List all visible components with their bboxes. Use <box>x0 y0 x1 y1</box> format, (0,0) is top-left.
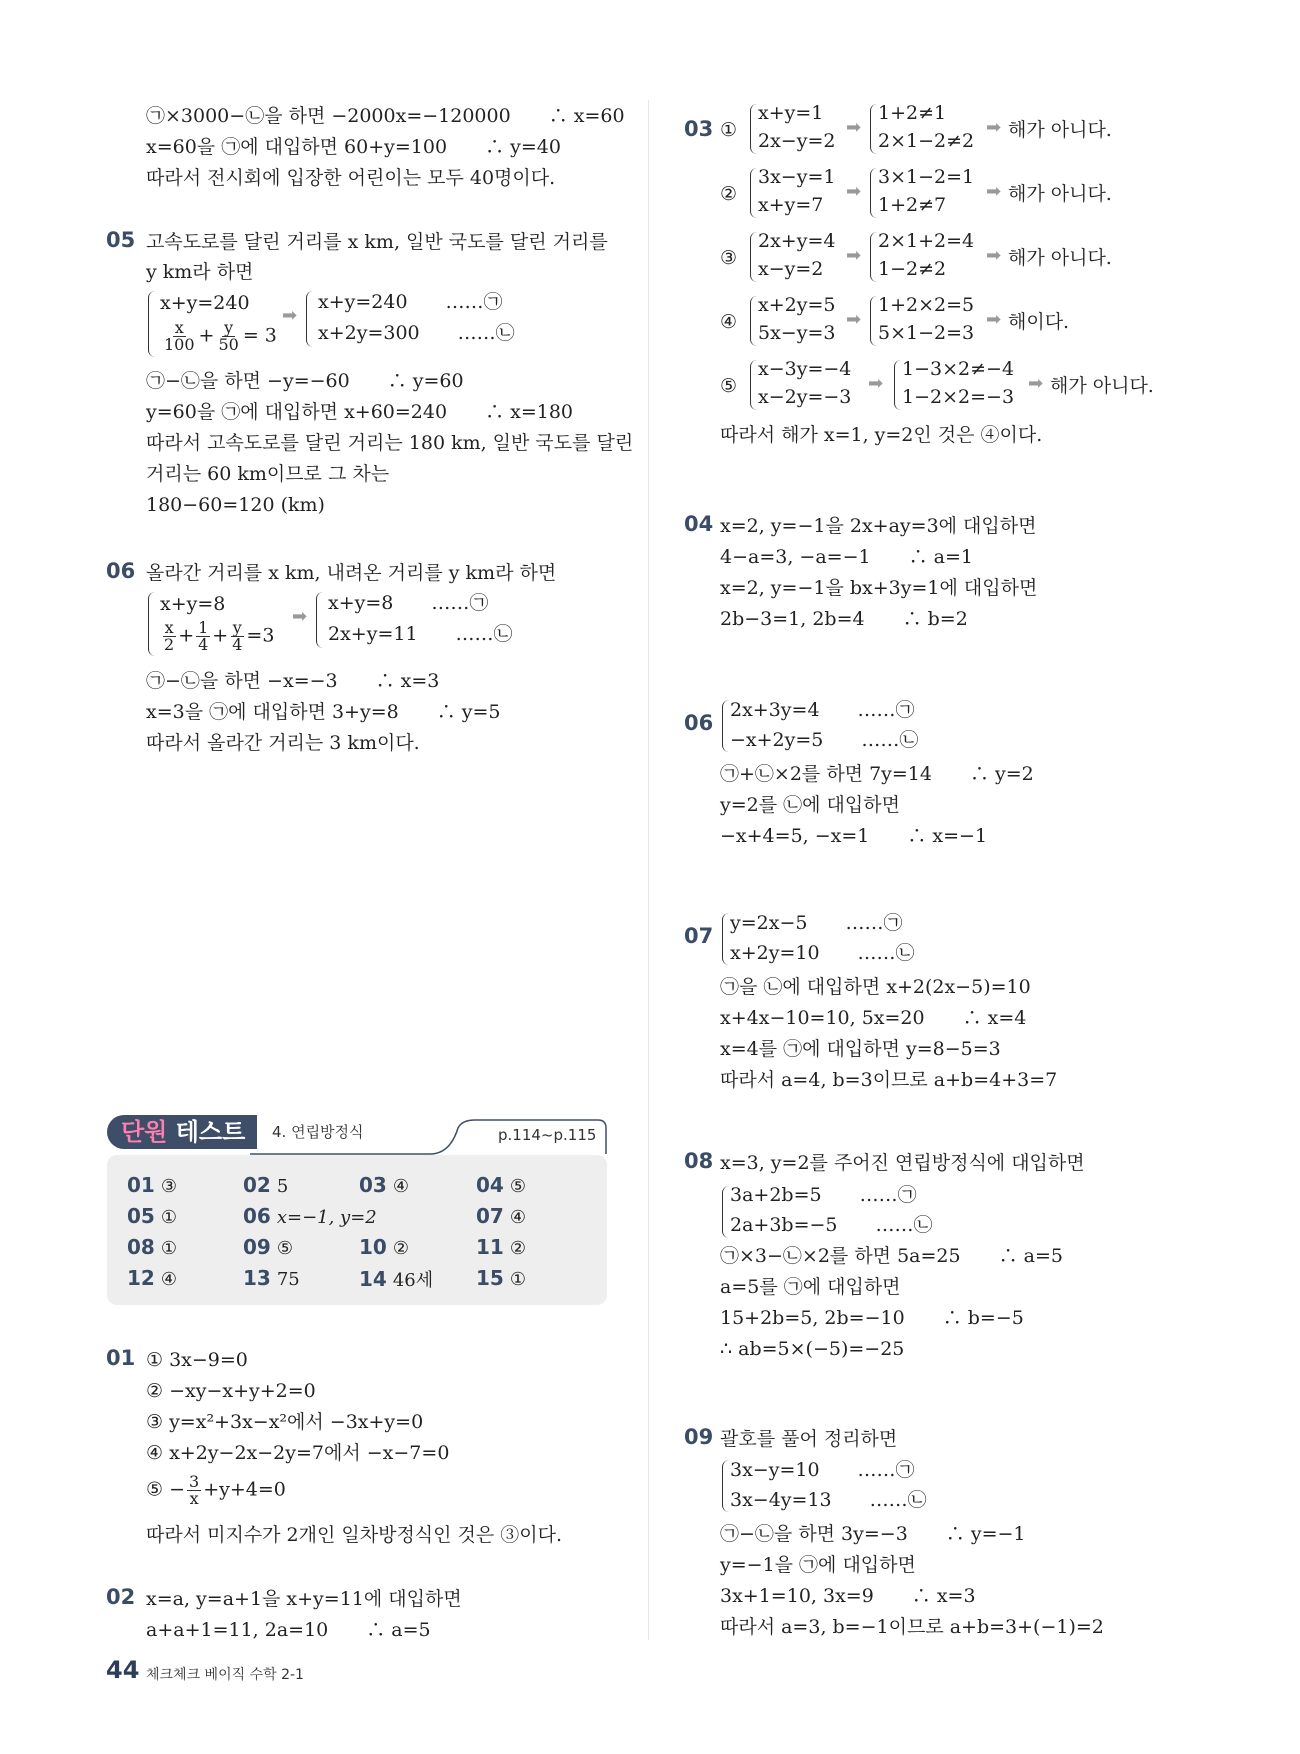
p08-line-1: x=3, y=2를 주어진 연립방정식에 대입하면 <box>720 1152 1085 1174</box>
p03-2-b2: 1+2≠7 <box>878 194 947 216</box>
answer-item: 07 ④ <box>476 1204 526 1228</box>
fraction: $\frac{x}{100}$ <box>164 318 195 354</box>
intro-line-3: 따라서 전시회에 입장한 어린이는 모두 40명이다. <box>146 167 556 189</box>
p08-line-2: ㉠×3−㉡×2를 하면 5a=25 ∴ a=5 <box>720 1245 1063 1267</box>
system-brace <box>870 232 877 282</box>
p03-3-a1: 2x+y=4 <box>758 230 836 252</box>
problem-number-07: 07 <box>684 924 714 948</box>
p09-line-1: 괄호를 풀어 정리하면 <box>720 1428 898 1450</box>
system-brace <box>750 104 757 154</box>
arrow-right-icon: ➡ <box>292 606 308 627</box>
arrow-right-icon: ➡ <box>986 181 1002 202</box>
choice-mark: ① <box>720 119 738 141</box>
p06-sys-a-2: $\frac{x}{2}$ + $\frac{1}{4}$ + $\frac{y}{4}$ =3 <box>164 618 275 654</box>
system-brace <box>306 291 313 347</box>
p03-4-b1: 1+2×2=5 <box>878 294 975 316</box>
p06-sys-a-1: x+y=8 <box>160 593 226 615</box>
system-brace <box>722 700 729 752</box>
p06-sys-1: 2x+3y=4 ……㉠ <box>730 699 915 721</box>
arrow-right-icon: ➡ <box>986 245 1002 266</box>
p03-2-result: 해가 아니다. <box>1008 183 1112 205</box>
p06-line-1: 올라간 거리를 x km, 내려온 거리를 y km라 하면 <box>146 562 557 584</box>
choice-mark: ④ <box>720 311 738 333</box>
unit-test-title: 단원 테스트 <box>121 1118 246 1146</box>
choice-mark: ⑤ <box>720 375 738 397</box>
system-brace <box>750 232 757 282</box>
problem-number-06: 06 <box>106 559 136 583</box>
p06-sys-b-1: x+y=8 ……㉠ <box>328 592 489 614</box>
p08-line-5: ∴ ab=5×(−5)=−25 <box>720 1338 905 1360</box>
p07-line-1: ㉠을 ㉡에 대입하면 x+2(2x−5)=10 <box>720 976 1031 998</box>
p06-line-3: −x+4=5, −x=1 ∴ x=−1 <box>720 825 988 847</box>
answer-item: 08 ① <box>127 1235 177 1259</box>
choice-mark: ② <box>720 183 738 205</box>
fraction: $\frac{1}{4}$ <box>198 618 209 654</box>
problem-number-02: 02 <box>106 1585 136 1609</box>
answer-item: 15 ① <box>476 1266 526 1290</box>
p05-sys-a-2: $\frac{x}{100}$ + $\frac{y}{50}$ = 3 <box>164 318 277 354</box>
p04-line-2: 4−a=3, −a=−1 ∴ a=1 <box>720 546 973 568</box>
fraction: $\frac{y}{50}$ <box>218 318 239 354</box>
p03-3-result: 해가 아니다. <box>1008 247 1112 269</box>
fraction: $\frac{3}{x}$ <box>189 1472 200 1508</box>
answer-item: 13 75 <box>243 1266 300 1290</box>
answer-item: 03 ④ <box>359 1173 409 1197</box>
answer-item: 01 ③ <box>127 1173 177 1197</box>
arrow-right-icon: ➡ <box>1028 373 1044 394</box>
p06-line-1: ㉠+㉡×2를 하면 7y=14 ∴ y=2 <box>720 763 1034 785</box>
problem-number-06: 06 <box>684 711 714 735</box>
problem-number-04: 04 <box>684 512 714 536</box>
page-number: 44 <box>106 1656 140 1684</box>
p05-line-5: 따라서 고속도로를 달린 거리는 180 km, 일반 국도를 달린 <box>146 432 634 454</box>
choice-mark: ③ <box>720 247 738 269</box>
p03-5-b2: 1−2×2=−3 <box>902 386 1015 408</box>
p05-line-2: y km라 하면 <box>146 261 254 283</box>
system-brace <box>870 168 877 218</box>
p06-sys-2: −x+2y=5 ……㉡ <box>730 729 919 751</box>
arrow-right-icon: ➡ <box>846 181 862 202</box>
p07-sys-1: y=2x−5 ……㉠ <box>730 912 903 934</box>
p03-4-result: 해이다. <box>1008 311 1070 333</box>
p03-3-b2: 1−2≠2 <box>878 258 947 280</box>
answer-item: 14 46세 <box>359 1267 434 1291</box>
system-brace <box>750 296 757 346</box>
p05-line-1: 고속도로를 달린 거리를 x km, 일반 국도를 달린 거리를 <box>146 231 608 253</box>
p06-line-2: y=2를 ㉡에 대입하면 <box>720 794 900 816</box>
intro-line-1: ㉠×3000−㉡을 하면 −2000x=−120000 ∴ x=60 <box>146 105 625 127</box>
p08-sys-2: 2a+3b=−5 ……㉡ <box>730 1214 933 1236</box>
p05-line-3: ㉠−㉡을 하면 −y=−60 ∴ y=60 <box>146 370 464 392</box>
unit-test-subtitle: 4. 연립방정식 <box>272 1123 364 1141</box>
system-brace <box>316 592 323 648</box>
p03-1-a1: x+y=1 <box>758 102 824 124</box>
p09-sys-2: 3x−4y=13 ……㉡ <box>730 1489 927 1511</box>
answer-box <box>107 1155 607 1305</box>
p05-sys-a-1: x+y=240 <box>160 292 250 314</box>
p03-4-a1: x+2y=5 <box>758 294 836 316</box>
p05-sys-b-2: x+2y=300 ……㉡ <box>318 322 515 344</box>
unit-test-pages: p.114~p.115 <box>498 1126 597 1144</box>
p07-line-4: 따라서 a=4, b=3이므로 a+b=4+3=7 <box>720 1069 1058 1091</box>
problem-number-08: 08 <box>684 1149 714 1173</box>
system-brace <box>870 296 877 346</box>
fraction: $\frac{y}{4}$ <box>232 618 243 654</box>
p01-line-5: ⑤ − $\frac{3}{x}$ +y+4=0 <box>146 1472 286 1508</box>
system-brace <box>722 1460 729 1512</box>
p03-2-a1: 3x−y=1 <box>758 166 836 188</box>
p01-line-6: 따라서 미지수가 2개인 일차방정식인 것은 ③이다. <box>146 1524 563 1546</box>
column-divider <box>648 100 649 1640</box>
answer-item: 02 5 <box>243 1173 289 1197</box>
system-brace <box>148 291 155 357</box>
p06-line-3: x=3을 ㉠에 대입하면 3+y=8 ∴ y=5 <box>146 701 501 723</box>
p04-line-1: x=2, y=−1을 2x+ay=3에 대입하면 <box>720 515 1037 537</box>
p03-5-a2: x−2y=−3 <box>758 386 852 408</box>
p03-4-b2: 5×1−2=3 <box>878 322 975 344</box>
p01-line-2: ② −xy−x+y+2=0 <box>146 1380 316 1402</box>
p03-5-b1: 1−3×2≠−4 <box>902 358 1015 380</box>
p03-3-a2: x−y=2 <box>758 258 824 280</box>
p01-line-3: ③ y=x²+3x−x²에서 −3x+y=0 <box>146 1411 424 1433</box>
system-brace <box>870 104 877 154</box>
p03-1-result: 해가 아니다. <box>1008 119 1112 141</box>
system-brace <box>148 592 155 656</box>
arrow-right-icon: ➡ <box>846 117 862 138</box>
p09-line-4: 3x+1=10, 3x=9 ∴ x=3 <box>720 1585 976 1607</box>
arrow-right-icon: ➡ <box>986 309 1002 330</box>
answer-item: 11 ② <box>476 1235 526 1259</box>
fraction: $\frac{x}{2}$ <box>164 618 175 654</box>
p03-last: 따라서 해가 x=1, y=2인 것은 ④이다. <box>720 424 1043 446</box>
p07-sys-2: x+2y=10 ……㉡ <box>730 942 915 964</box>
p03-2-b1: 3×1−2=1 <box>878 166 975 188</box>
answer-item: 10 ② <box>359 1235 409 1259</box>
p03-2-a2: x+y=7 <box>758 194 824 216</box>
arrow-right-icon: ➡ <box>846 309 862 330</box>
answer-item: 06 x=−1, y=2 <box>243 1204 377 1228</box>
answer-item: 09 ⑤ <box>243 1235 293 1259</box>
p09-sys-1: 3x−y=10 ……㉠ <box>730 1459 915 1481</box>
answer-item: 04 ⑤ <box>476 1173 526 1197</box>
p09-line-3: y=−1을 ㉠에 대입하면 <box>720 1554 916 1576</box>
arrow-right-icon: ➡ <box>986 117 1002 138</box>
p06-line-4: 따라서 올라간 거리는 3 km이다. <box>146 732 420 754</box>
p05-sys-b-1: x+y=240 ……㉠ <box>318 291 503 313</box>
book-title: 체크체크 베이직 수학 2-1 <box>146 1667 304 1683</box>
p06-line-2: ㉠−㉡을 하면 −x=−3 ∴ x=3 <box>146 670 440 692</box>
p05-line-6: 거리는 60 km이므로 그 차는 <box>146 463 390 485</box>
p04-line-3: x=2, y=−1을 bx+3y=1에 대입하면 <box>720 577 1038 599</box>
p08-line-3: a=5를 ㉠에 대입하면 <box>720 1276 901 1298</box>
problem-number-01: 01 <box>106 1346 136 1370</box>
p08-line-4: 15+2b=5, 2b=−10 ∴ b=−5 <box>720 1307 1024 1329</box>
p03-3-b1: 2×1+2=4 <box>878 230 975 252</box>
p01-line-1: ① 3x−9=0 <box>146 1349 248 1371</box>
p08-sys-1: 3a+2b=5 ……㉠ <box>730 1184 917 1206</box>
p03-4-a2: 5x−y=3 <box>758 322 836 344</box>
p05-line-4: y=60을 ㉠에 대입하면 x+60=240 ∴ x=180 <box>146 401 574 423</box>
arrow-right-icon: ➡ <box>282 305 298 326</box>
problem-number-09: 09 <box>684 1425 714 1449</box>
p03-1-a2: 2x−y=2 <box>758 130 836 152</box>
p04-line-4: 2b−3=1, 2b=4 ∴ b=2 <box>720 608 968 630</box>
intro-line-2: x=60을 ㉠에 대입하면 60+y=100 ∴ y=40 <box>146 136 561 158</box>
answer-item: 12 ④ <box>127 1266 177 1290</box>
p06-sys-b-2: 2x+y=11 ……㉡ <box>328 623 513 645</box>
system-brace <box>722 1186 729 1238</box>
p07-line-3: x=4를 ㉠에 대입하면 y=8−5=3 <box>720 1038 1001 1060</box>
problem-number-03: 03 <box>684 117 714 141</box>
system-brace <box>894 360 901 410</box>
p05-line-7: 180−60=120 (km) <box>146 494 325 516</box>
p07-line-2: x+4x−10=10, 5x=20 ∴ x=4 <box>720 1007 1027 1029</box>
answer-item: 05 ① <box>127 1204 177 1228</box>
p03-1-b1: 1+2≠1 <box>878 102 947 124</box>
p03-1-b2: 2×1−2≠2 <box>878 130 975 152</box>
p09-line-2: ㉠−㉡을 하면 3y=−3 ∴ y=−1 <box>720 1523 1026 1545</box>
system-brace <box>750 360 757 410</box>
p02-line-2: a+a+1=11, 2a=10 ∴ a=5 <box>146 1619 431 1641</box>
p01-line-4: ④ x+2y−2x−2y=7에서 −x−7=0 <box>146 1442 450 1464</box>
p03-5-a1: x−3y=−4 <box>758 358 852 380</box>
p03-5-result: 해가 아니다. <box>1050 375 1154 397</box>
arrow-right-icon: ➡ <box>846 245 862 266</box>
system-brace <box>722 913 729 965</box>
p09-line-5: 따라서 a=3, b=−1이므로 a+b=3+(−1)=2 <box>720 1616 1104 1638</box>
arrow-right-icon: ➡ <box>868 373 884 394</box>
p02-line-1: x=a, y=a+1을 x+y=11에 대입하면 <box>146 1588 462 1610</box>
system-brace <box>750 168 757 218</box>
problem-number-05: 05 <box>106 228 136 252</box>
